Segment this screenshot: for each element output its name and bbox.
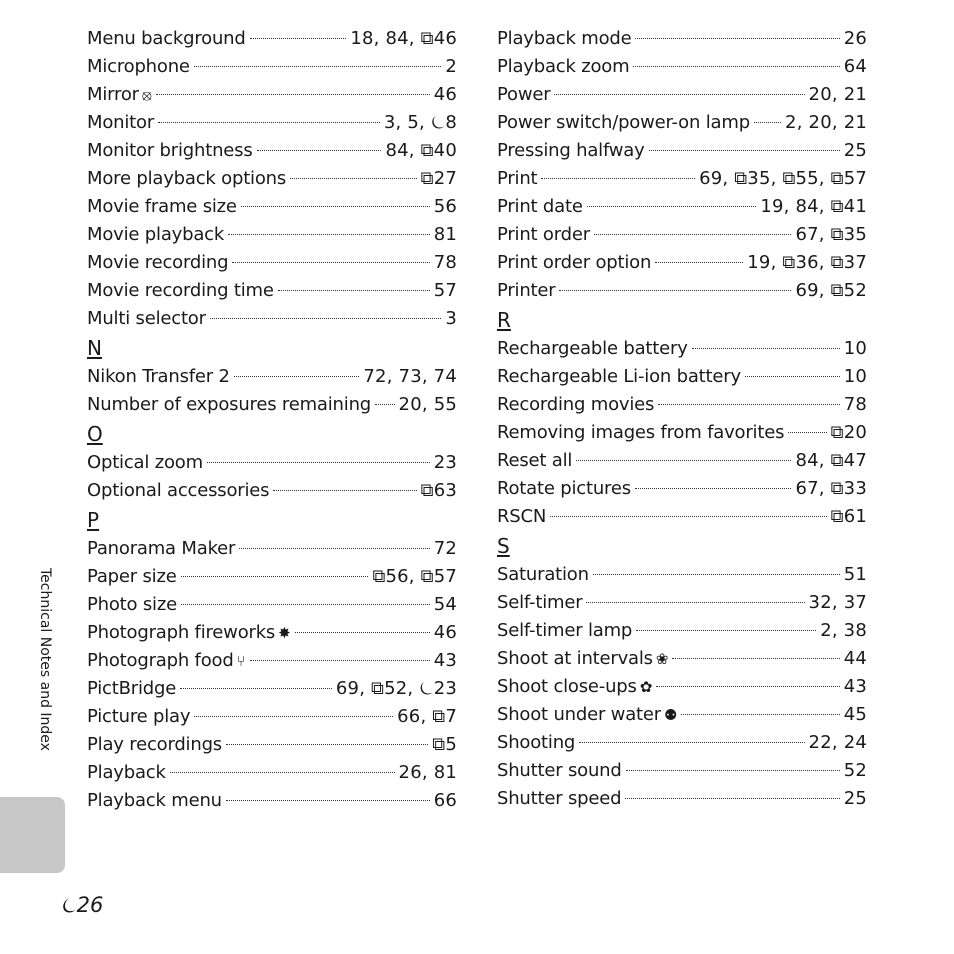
index-entry xyxy=(497,785,867,813)
index-letter-heading: S xyxy=(497,534,510,558)
scene-mode-icon: ✸ xyxy=(278,624,291,642)
index-page-refs: 66, ⧉7 xyxy=(397,706,457,727)
index-entry xyxy=(87,165,457,193)
index-entry xyxy=(497,645,867,673)
index-term: Mirror xyxy=(87,84,139,105)
index-entry xyxy=(87,675,457,703)
index-term: Movie recording xyxy=(87,252,229,273)
index-page-refs: 57 xyxy=(433,280,457,301)
index-term: Pressing halfway xyxy=(497,140,645,161)
index-page-refs: 67, ⧉35 xyxy=(795,224,867,245)
index-term: Reset all xyxy=(497,450,573,471)
index-term: Power xyxy=(497,84,551,105)
index-page-refs: ⧉5 xyxy=(432,734,457,755)
dot-leader xyxy=(210,318,442,319)
dot-leader xyxy=(541,178,695,179)
index-entry xyxy=(497,475,867,503)
dot-leader xyxy=(587,206,757,207)
dot-leader xyxy=(754,122,781,123)
index-term: Power switch/power-on lamp xyxy=(497,112,750,133)
index-term: Multi selector xyxy=(87,308,206,329)
index-entry xyxy=(497,561,867,589)
index-entry xyxy=(497,447,867,475)
dot-leader xyxy=(250,38,347,39)
index-entry xyxy=(87,647,457,675)
index-entry xyxy=(497,757,867,785)
dot-leader xyxy=(788,432,826,433)
dot-leader xyxy=(180,688,332,689)
index-letter-heading: N xyxy=(87,336,102,360)
index-term: PictBridge xyxy=(87,678,177,699)
dot-leader xyxy=(649,150,840,151)
dot-leader xyxy=(375,404,395,405)
index-page-refs: 26 xyxy=(843,28,867,49)
index-entry xyxy=(87,703,457,731)
index-term: Shutter sound xyxy=(497,760,622,781)
index-term: Rechargeable Li-ion battery xyxy=(497,366,741,387)
index-entry xyxy=(497,277,867,305)
index-entry xyxy=(87,305,457,333)
index-page-refs: 69, ⧉35, ⧉55, ⧉57 xyxy=(699,168,867,189)
index-term: Playback mode xyxy=(497,28,632,49)
index-page-refs: 45 xyxy=(843,704,867,725)
index-column-right xyxy=(497,25,867,813)
dot-leader xyxy=(273,490,416,491)
index-term: Optional accessories xyxy=(87,480,270,501)
index-entry xyxy=(87,591,457,619)
index-page-refs: 23 xyxy=(433,452,457,473)
dot-leader xyxy=(250,660,430,661)
dot-leader xyxy=(234,376,360,377)
index-term: Print order xyxy=(497,224,590,245)
index-entry xyxy=(497,249,867,277)
index-page-refs: ⧉61 xyxy=(830,506,867,527)
index-term: Panorama Maker xyxy=(87,538,236,559)
index-term: Print date xyxy=(497,196,583,217)
index-page-refs: 72, 73, 74 xyxy=(363,366,457,387)
dot-leader xyxy=(579,742,804,743)
index-entry xyxy=(497,53,867,81)
index-entry xyxy=(87,759,457,787)
index-page-refs: 20, 21 xyxy=(808,84,867,105)
index-page-refs: 2 xyxy=(445,56,457,77)
index-entry xyxy=(87,221,457,249)
index-page-refs: 2, 20, 21 xyxy=(785,112,867,133)
scene-mode-icon: ⚉ xyxy=(663,706,678,724)
index-term: Recording movies xyxy=(497,394,655,415)
index-page-refs: 84, ⧉40 xyxy=(385,140,457,161)
dot-leader xyxy=(636,630,816,631)
dot-leader xyxy=(658,404,839,405)
dot-leader xyxy=(207,462,430,463)
index-column-left xyxy=(87,25,457,815)
index-entry xyxy=(87,787,457,815)
index-entry xyxy=(87,81,457,109)
index-entry xyxy=(497,193,867,221)
dot-leader xyxy=(226,800,430,801)
dot-leader xyxy=(232,262,429,263)
index-page-refs: 3, 5, ⏾8 xyxy=(383,112,457,133)
dot-leader xyxy=(181,576,369,577)
index-page-refs: 19, 84, ⧉41 xyxy=(760,196,867,217)
index-page-refs: 46 xyxy=(433,622,457,643)
index-term: Photograph fireworks xyxy=(87,622,276,643)
index-term: Print order option xyxy=(497,252,652,273)
index-page-refs: 67, ⧉33 xyxy=(795,478,867,499)
index-term: Shoot at intervals xyxy=(497,648,653,669)
index-entry xyxy=(87,449,457,477)
index-term: Print xyxy=(497,168,538,189)
index-page-refs: 43 xyxy=(433,650,457,671)
index-term: Saturation xyxy=(497,564,589,585)
dot-leader xyxy=(633,66,839,67)
index-entry xyxy=(497,81,867,109)
index-term: Shoot close-ups xyxy=(497,676,637,697)
scene-mode-icon: ❀ xyxy=(655,650,669,668)
index-entry xyxy=(87,53,457,81)
section-label: Technical Notes and Index xyxy=(37,568,53,751)
index-entry xyxy=(87,477,457,505)
index-term: Menu background xyxy=(87,28,246,49)
index-term: Monitor brightness xyxy=(87,140,253,161)
section-tab xyxy=(0,797,65,873)
index-page-refs: 43 xyxy=(843,676,867,697)
index-entry xyxy=(497,25,867,53)
index-entry xyxy=(87,363,457,391)
index-term: Picture play xyxy=(87,706,191,727)
dot-leader xyxy=(228,234,430,235)
index-entry xyxy=(497,503,867,531)
index-term: Movie playback xyxy=(87,224,225,245)
scene-mode-icon: ⦻ xyxy=(141,86,152,104)
index-term: Movie recording time xyxy=(87,280,274,301)
index-letter-heading: O xyxy=(87,422,103,446)
index-page-refs: 20, 55 xyxy=(398,394,457,415)
dot-leader xyxy=(681,714,839,715)
index-term: Photograph food xyxy=(87,650,234,671)
index-entry xyxy=(87,109,457,137)
index-term: Playback xyxy=(87,762,166,783)
index-entry xyxy=(497,701,867,729)
index-page-refs: 2, 38 xyxy=(820,620,867,641)
index-page-refs: 10 xyxy=(843,366,867,387)
index-term: RSCN xyxy=(497,506,547,527)
dot-leader xyxy=(559,290,791,291)
index-page-refs: ⧉63 xyxy=(420,480,457,501)
index-entry xyxy=(497,729,867,757)
dot-leader xyxy=(635,488,792,489)
index-page-refs: 44 xyxy=(843,648,867,669)
dot-leader xyxy=(295,632,430,633)
dot-leader xyxy=(239,548,429,549)
dot-leader xyxy=(158,122,380,123)
index-page-refs: 54 xyxy=(433,594,457,615)
index-entry xyxy=(87,563,457,591)
index-page-refs: ⧉27 xyxy=(420,168,457,189)
index-entry xyxy=(497,673,867,701)
index-term: Movie frame size xyxy=(87,196,237,217)
index-page-refs: 64 xyxy=(843,56,867,77)
index-term: Self-timer xyxy=(497,592,583,613)
index-term: Monitor xyxy=(87,112,155,133)
index-page-refs: 56 xyxy=(433,196,457,217)
index-page-refs: 81 xyxy=(433,224,457,245)
index-term: Paper size xyxy=(87,566,177,587)
dot-leader xyxy=(170,772,395,773)
index-page-refs: ⧉20 xyxy=(830,422,867,443)
index-page-refs: 46 xyxy=(433,84,457,105)
index-page-refs: 18, 84, ⧉46 xyxy=(350,28,457,49)
index-entry xyxy=(497,617,867,645)
index-letter-heading: P xyxy=(87,508,100,532)
dot-leader xyxy=(290,178,417,179)
index-entry xyxy=(497,391,867,419)
index-page-refs: 72 xyxy=(433,538,457,559)
index-term: Play recordings xyxy=(87,734,222,755)
dot-leader xyxy=(226,744,428,745)
dot-leader xyxy=(626,770,840,771)
scene-mode-icon: ✿ xyxy=(639,678,653,696)
index-page-refs: 84, ⧉47 xyxy=(795,450,867,471)
index-term: Optical zoom xyxy=(87,452,203,473)
index-page-refs: 22, 24 xyxy=(808,732,867,753)
index-entry xyxy=(497,137,867,165)
dot-leader xyxy=(181,604,430,605)
index-term: Photo size xyxy=(87,594,177,615)
index-entry xyxy=(497,589,867,617)
index-entry xyxy=(87,137,457,165)
dot-leader xyxy=(586,602,804,603)
dot-leader xyxy=(554,94,804,95)
index-term: Printer xyxy=(497,280,556,301)
dot-leader xyxy=(550,516,826,517)
index-term: Shutter speed xyxy=(497,788,622,809)
index-term: Shooting xyxy=(497,732,576,753)
dot-leader xyxy=(745,376,840,377)
index-entry xyxy=(497,335,867,363)
index-term: Rotate pictures xyxy=(497,478,631,499)
dot-leader xyxy=(257,150,382,151)
dot-leader xyxy=(576,460,791,461)
index-page-refs: 25 xyxy=(843,788,867,809)
index-term: More playback options xyxy=(87,168,287,189)
index-page-refs: 78 xyxy=(433,252,457,273)
dot-leader xyxy=(278,290,430,291)
index-entry xyxy=(497,221,867,249)
dot-leader xyxy=(594,234,792,235)
index-page-refs: 69, ⧉52, ⏾23 xyxy=(335,678,457,699)
dot-leader xyxy=(156,94,430,95)
index-page-refs: 25 xyxy=(843,140,867,161)
index-term: Rechargeable battery xyxy=(497,338,688,359)
index-entry xyxy=(87,391,457,419)
index-entry xyxy=(497,165,867,193)
index-entry xyxy=(497,109,867,137)
dot-leader xyxy=(672,658,839,659)
index-page-refs: 78 xyxy=(843,394,867,415)
index-page-refs: 52 xyxy=(843,760,867,781)
dot-leader xyxy=(656,686,839,687)
index-letter-heading: R xyxy=(497,308,511,332)
index-term: Self-timer lamp xyxy=(497,620,633,641)
index-term: Removing images from favorites xyxy=(497,422,785,443)
index-entry xyxy=(87,25,457,53)
index-entry xyxy=(87,731,457,759)
dot-leader xyxy=(625,798,839,799)
index-entry xyxy=(497,363,867,391)
dot-leader xyxy=(593,574,840,575)
index-page-refs: 32, 37 xyxy=(808,592,867,613)
dot-leader xyxy=(635,38,839,39)
index-entry xyxy=(87,619,457,647)
index-page-refs: 66 xyxy=(433,790,457,811)
page-number: ⏾26 xyxy=(60,893,104,917)
dot-leader xyxy=(241,206,430,207)
index-entry xyxy=(87,193,457,221)
dot-leader xyxy=(692,348,840,349)
index-term: Nikon Transfer 2 xyxy=(87,366,230,387)
index-entry xyxy=(497,419,867,447)
index-entry xyxy=(87,277,457,305)
index-page-refs: 3 xyxy=(445,308,457,329)
index-page-refs: ⧉56, ⧉57 xyxy=(372,566,457,587)
index-page-refs: 51 xyxy=(843,564,867,585)
index-entry xyxy=(87,249,457,277)
index-term: Microphone xyxy=(87,56,190,77)
index-page-refs: 26, 81 xyxy=(398,762,457,783)
index-page-refs: 69, ⧉52 xyxy=(795,280,867,301)
index-term: Number of exposures remaining xyxy=(87,394,372,415)
dot-leader xyxy=(655,262,743,263)
index-page-refs: 19, ⧉36, ⧉37 xyxy=(747,252,867,273)
index-page-refs: 10 xyxy=(843,338,867,359)
dot-leader xyxy=(194,66,442,67)
index-term: Shoot under water xyxy=(497,704,661,725)
index-entry xyxy=(87,535,457,563)
index-term: Playback zoom xyxy=(497,56,630,77)
index-term: Playback menu xyxy=(87,790,222,811)
dot-leader xyxy=(194,716,393,717)
scene-mode-icon: ⑂ xyxy=(236,652,246,670)
